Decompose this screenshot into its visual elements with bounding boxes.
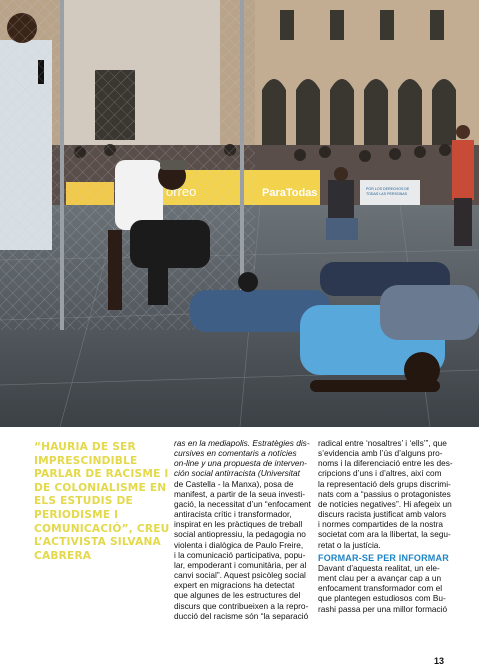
column3-line: discurs racista justificat amb valors xyxy=(318,509,447,520)
column3-line: radical entre ‘nosaltres’ i ‘ells’”, que xyxy=(318,438,447,448)
banner-migrantes-line2: TODAS LAS PERSONAS xyxy=(366,192,408,196)
column2-line: de Castella - la Manxa), posa de xyxy=(174,478,294,489)
column2-line: cursives en comentaris a notícies xyxy=(174,448,297,459)
photographer xyxy=(328,180,354,220)
text-column-2 xyxy=(174,438,313,621)
column2-line: discurs que contribueixen a la repro- xyxy=(174,600,309,611)
section-subheading: FORMAR-SE PER INFORMAR xyxy=(318,552,449,563)
column3-line: cripcions d’uns i d’altres, així com xyxy=(318,468,442,479)
page-number: 13 xyxy=(433,656,444,666)
column2-line: ras en la mediapolis. Estratègies dis- xyxy=(174,438,310,448)
column2-line: inspirat en les pràctiques de treball xyxy=(174,519,303,530)
column2-line: ducció del racisme són “la separació xyxy=(174,610,309,621)
column3-line: retat o la justícia. xyxy=(318,539,381,550)
text-column-3 xyxy=(318,438,457,614)
column2-line: canvi social”. Aquest psicòleg social xyxy=(174,570,306,581)
column2-line: lar, empoderant i comunitària, per al xyxy=(174,559,307,570)
column3-line: rashi passa per una millor formació xyxy=(318,603,448,614)
column3-line: societat com ara la llibertat, la segu- xyxy=(318,529,451,540)
column2-line: i la comunicació participativa, popu- xyxy=(174,549,306,560)
column2-line: antiracista crític i transformador, xyxy=(174,509,292,520)
column2-line: que algunes de les estructures del xyxy=(174,590,301,601)
column2-line: expert en migracions ha detectat xyxy=(174,580,295,591)
crouching-man xyxy=(115,160,163,230)
column3-line: Davant d’aquesta realitat, un ele- xyxy=(318,562,440,573)
column2-line: manifest, a partir de la seua investi- xyxy=(174,488,305,499)
column2-line: on-line y una propuesta de interven- xyxy=(174,458,307,469)
column3-line: i normes compartides de la nostra xyxy=(318,519,443,530)
column3-line: noms i la diferenciació entre les des- xyxy=(318,458,453,469)
column2-line: gació, la necessitat d’un “enfocament xyxy=(174,498,311,509)
column3-line: s’evidencia amb l’ús d’alguns pro- xyxy=(318,448,443,459)
column3-line: que plantegen estudiosos com Bu- xyxy=(318,593,446,604)
column2-line: social antiopressiu, la pedagogia no xyxy=(174,529,306,540)
column3-line: ment clau per a avançar cap a un xyxy=(318,573,442,584)
column3-line: enfocament transformador com el xyxy=(318,583,443,594)
column3-line: la representació dels grups discrimi- xyxy=(318,478,451,489)
column2-line: violenta i dialògica de Paulo Freire, xyxy=(174,539,304,550)
woman-right xyxy=(452,140,474,200)
banner-paratodas-text: ParaTodas xyxy=(262,187,318,199)
pull-quote: “HAURIA DE SER IMPRESCINDIBLE PARLAR DE RACISME I DE COLONIALISME EN ELS ESTUDIS DE PERIODISME I COMUNICACIÓ”, CREU L’ACTIVISTA SILVANA CABRERA xyxy=(34,441,170,562)
banner-migrantes-line1: POR LOS DERECHOS DE xyxy=(366,187,410,191)
column3-line: nats com a “passius o protagonistes xyxy=(318,488,451,499)
column2-line: ción social antirracista (Universitat xyxy=(174,468,300,479)
column3-line: de notícies negatives”. Hi afegeix un xyxy=(318,498,452,509)
